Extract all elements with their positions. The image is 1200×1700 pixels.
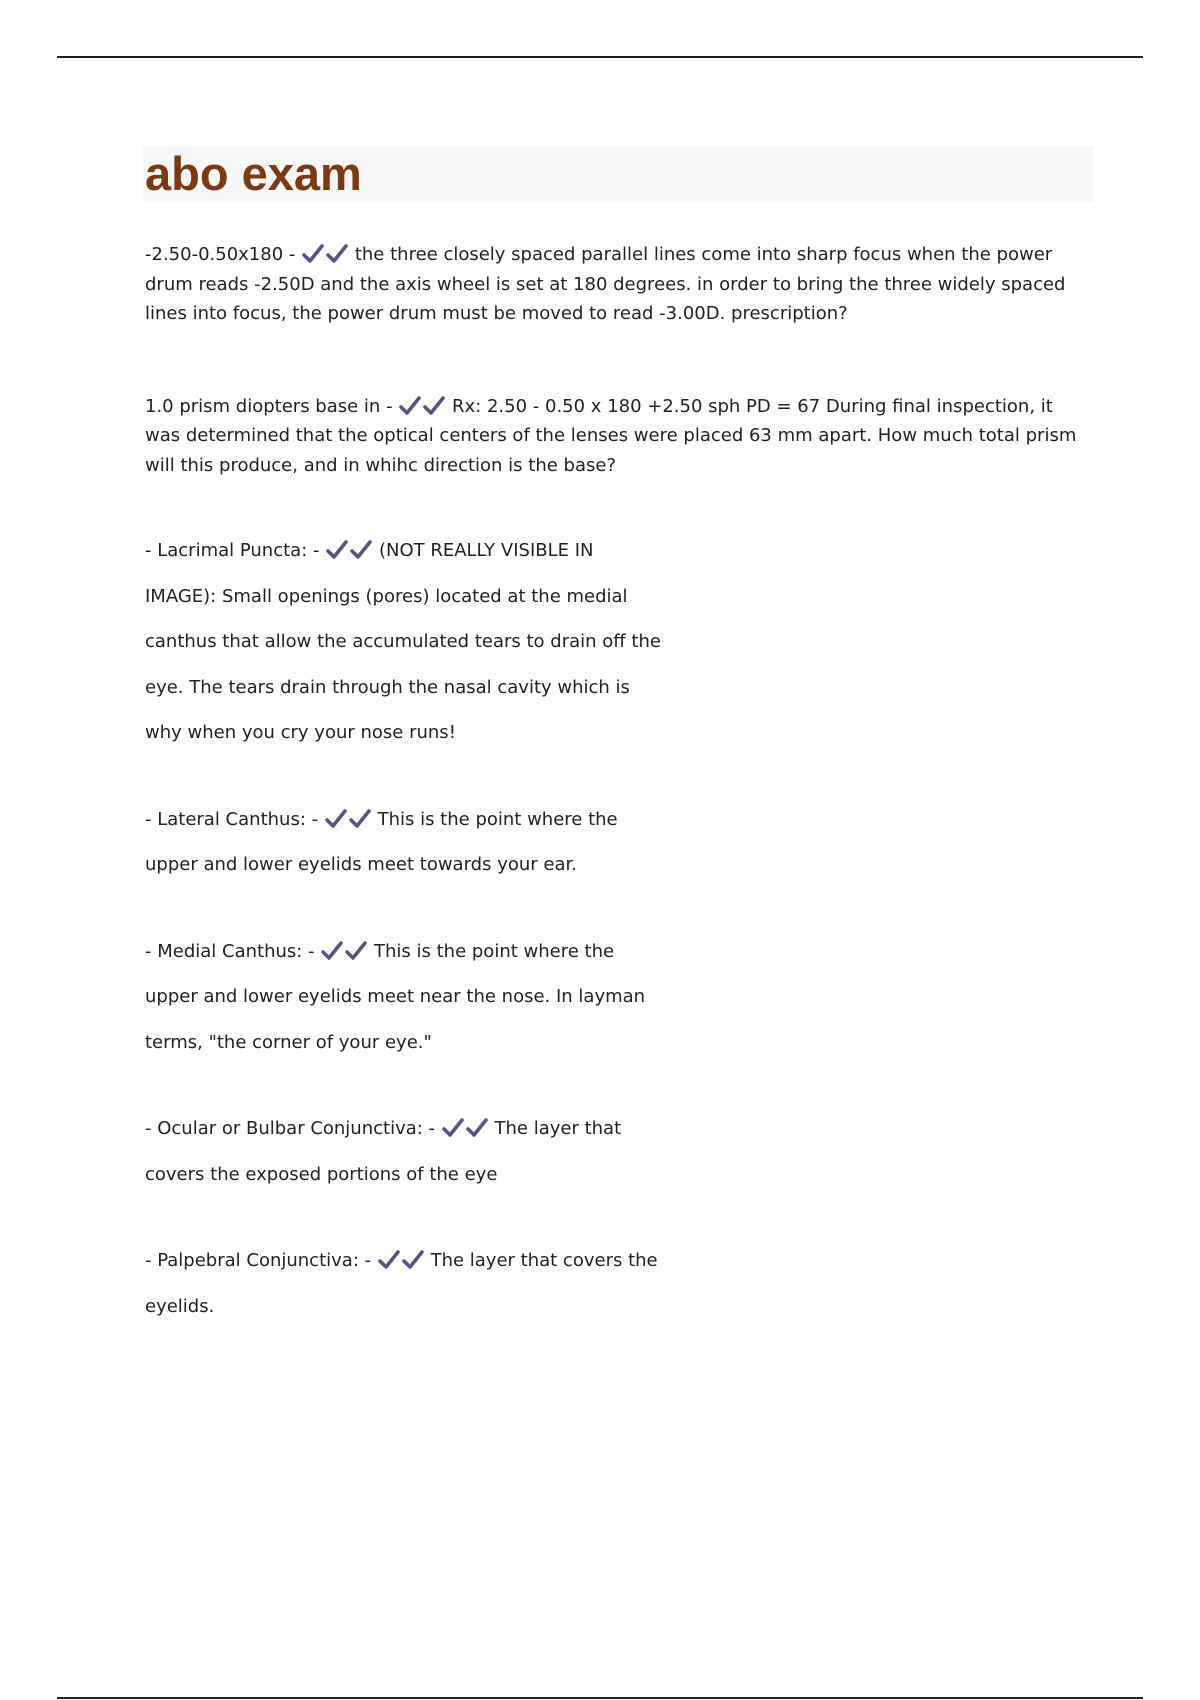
page-title: abo exam [145, 147, 362, 200]
checkmark-icon [345, 941, 367, 961]
entry-definition: This is the point where the upper and lower eyelids meet towards your ear. [145, 808, 618, 875]
checkmark-icon [466, 1118, 488, 1138]
flashcard-list [145, 240, 1085, 1329]
checkmark-icon [402, 1250, 424, 1270]
flashcard-entry [145, 1106, 665, 1197]
checkmark-icon [442, 1118, 464, 1138]
checkmark-icon [326, 244, 348, 264]
flashcard-entry [145, 1238, 685, 1329]
top-rule [57, 56, 1143, 58]
title-bar [143, 146, 1093, 202]
checkmark-icon [350, 540, 372, 560]
checkmark-icon [399, 396, 421, 416]
entry-definition: This is the point where the upper and lower eyelids meet near the nose. In layman terms, "the corner of your eye." [145, 940, 646, 1053]
checkmark-icon [326, 540, 348, 560]
entry-term: - Medial Canthus: - [145, 940, 315, 962]
entry-term: - Lacrimal Puncta: - [145, 540, 320, 561]
bottom-rule [57, 1697, 1143, 1699]
entry-definition: the three closely spaced parallel lines come into sharp focus when the power drum reads -2.50D and the axis wheel is set at 180 degrees. in order to bring the three widely spaced lines into focus, the power drum must be moved to read -3.00D. prescription? [145, 244, 1066, 324]
flashcard-entry [145, 797, 665, 888]
entry-term: - Palpebral Conjunctiva: - [145, 1250, 372, 1271]
flashcard-entry [145, 528, 665, 756]
entry-definition: The layer that covers the eyelids. [145, 1250, 658, 1317]
flashcard-entry [145, 929, 665, 1066]
entry-definition: (NOT REALLY VISIBLE IN IMAGE): Small openings (pores) located at the medial canthus that allow the accumulated tears to drain off the eye. The tears drain through the nasal cavity which is why when you cry your nose runs! [145, 540, 661, 743]
flashcard-entry [145, 392, 1085, 481]
entry-term: - Lateral Canthus: - [145, 808, 319, 830]
entry-definition: The layer that covers the exposed portions of the eye [145, 1118, 622, 1185]
checkmark-icon [325, 809, 347, 829]
checkmark-icon [378, 1250, 400, 1270]
checkmark-icon [321, 941, 343, 961]
entry-term: -2.50-0.50x180 - [145, 244, 296, 265]
entry-term: 1.0 prism diopters base in - [145, 395, 393, 417]
checkmark-icon [423, 396, 445, 416]
checkmark-icon [349, 809, 371, 829]
entry-term: - Ocular or Bulbar Conjunctiva: - [145, 1118, 436, 1139]
entry-definition: Rx: 2.50 - 0.50 x 180 +2.50 sph PD = 67 During final inspection, it was determined that the optical centers of the lenses were placed 63 mm apart. How much total prism will this produce, and in whihc direction is the base? [145, 395, 1077, 476]
checkmark-icon [302, 244, 324, 264]
flashcard-entry [145, 240, 1085, 329]
